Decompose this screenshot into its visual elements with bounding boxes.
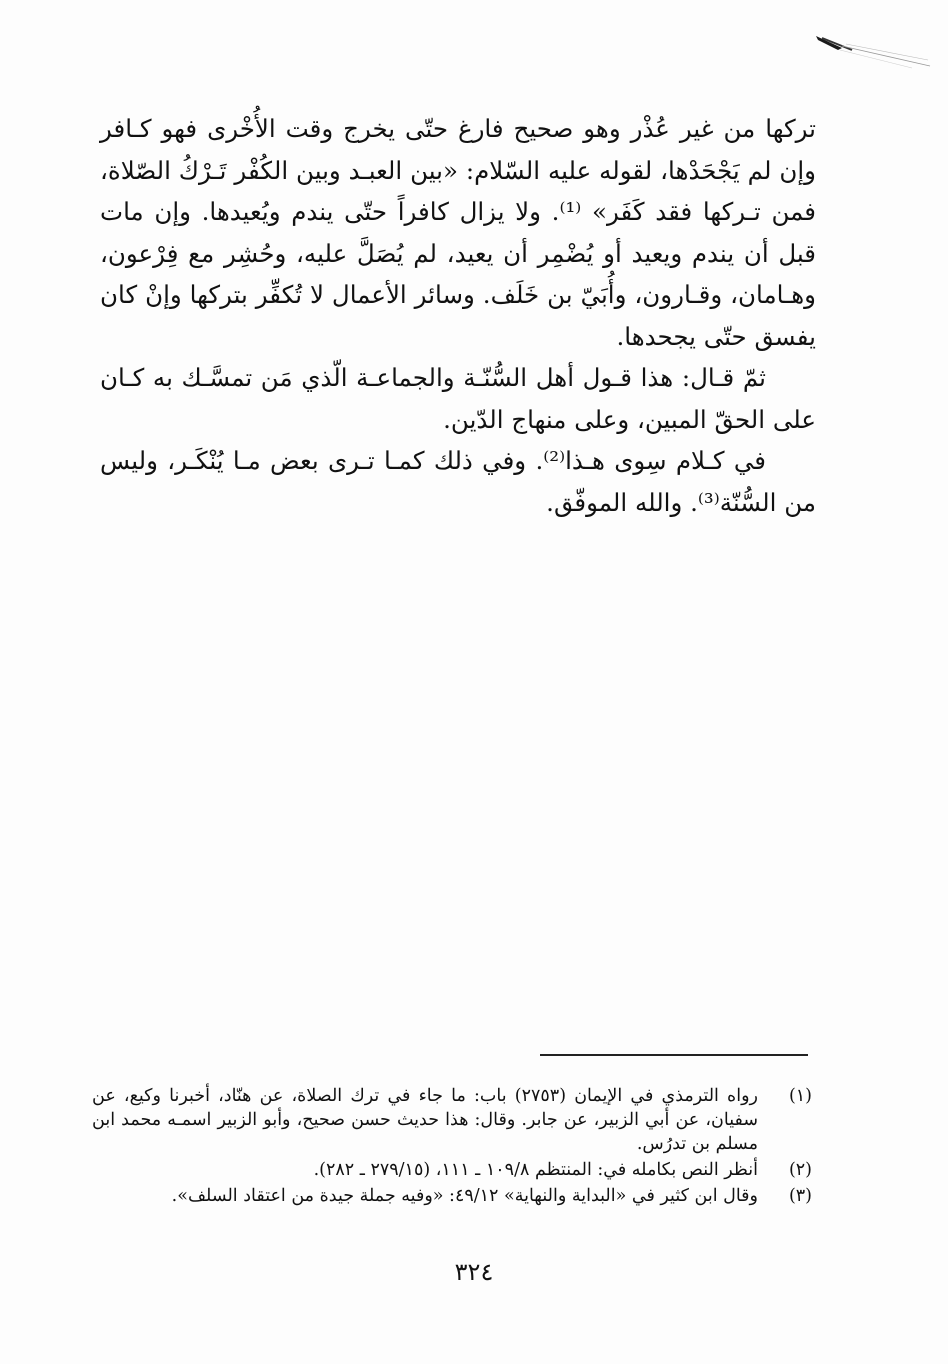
footnote-item <box>92 1184 812 1208</box>
footnote-item <box>92 1158 812 1182</box>
footnote-text: وقال ابن كثير في «البداية والنهاية» ٤٩/١٢: «وفيه جملة جيدة من اعتقاد السلف». <box>171 1186 758 1206</box>
footnote-number: (٣) <box>788 1186 812 1206</box>
footnote-separator-line <box>540 1054 808 1056</box>
body-paragraph: في كـلام سِوى هـذا⁽²⁾. وفي ذلك كمـا تـرى بعض مـا يُنْكَـر، وليس من السُّنّة⁽³⁾. والله الموفّق. <box>100 446 816 517</box>
scan-artifact-mark <box>812 30 932 70</box>
footnote-item <box>92 1084 812 1156</box>
page-number: ٣٢٤ <box>454 1258 494 1286</box>
footnote-number: (٢) <box>788 1160 812 1180</box>
body-paragraph: تركها من غير عُذْر وهو صحيح فارغ حتّى يخرج وقت الأُخْرى فهو كـافر وإن لم يَجْحَدْها، لقوله عليه السّلام: «بين العبـد وبين الكُفْر تَـرْكُ الصّلاة، فمن تـركها فقد كَفَر» ⁽¹⁾. ولا يزال كافراً حتّى يندم ويُعيدها. وإن مات قبل أن يندم ويعيد أو يُضْمِر أن يعيد، لم يُصَلَّ عليه، وحُشِر مع فِرْعون، وهـامان، وقـارون، وأُبَيّ بن خَلَف. وسائر الأعمال لا تُكفِّر بتركها وإنْ كان يفسق حتّى يجحدها. <box>100 114 816 351</box>
footnote-text: أنظر النص بكامله في: المنتظم ١٠٩/٨ ـ ١١١، (٢٧٩/١٥ ـ ٢٨٢). <box>313 1160 758 1180</box>
footnote-number: (١) <box>788 1086 812 1106</box>
body-paragraph: ثمّ قـال: هذا قـول أهل السُّنّـة والجماعـة الّذي مَن تمسَّـك به كـان على الحقّ المبين، وعلى منهاج الدّين. <box>100 363 816 434</box>
footnote-text: رواه الترمذي في الإيمان (٢٧٥٣) باب: ما جاء في ترك الصلاة، عن هنّاد، أخبرنا وكيع، عن سفيان، عن أبي الزبير، عن جابر. وقال: هذا حديث حسن صحيح، وأبو الزبير اسمـه محمد ابن مسلم بن تدرُس. <box>92 1086 758 1154</box>
footnotes-section <box>92 1084 812 1210</box>
main-body-text <box>100 108 816 523</box>
